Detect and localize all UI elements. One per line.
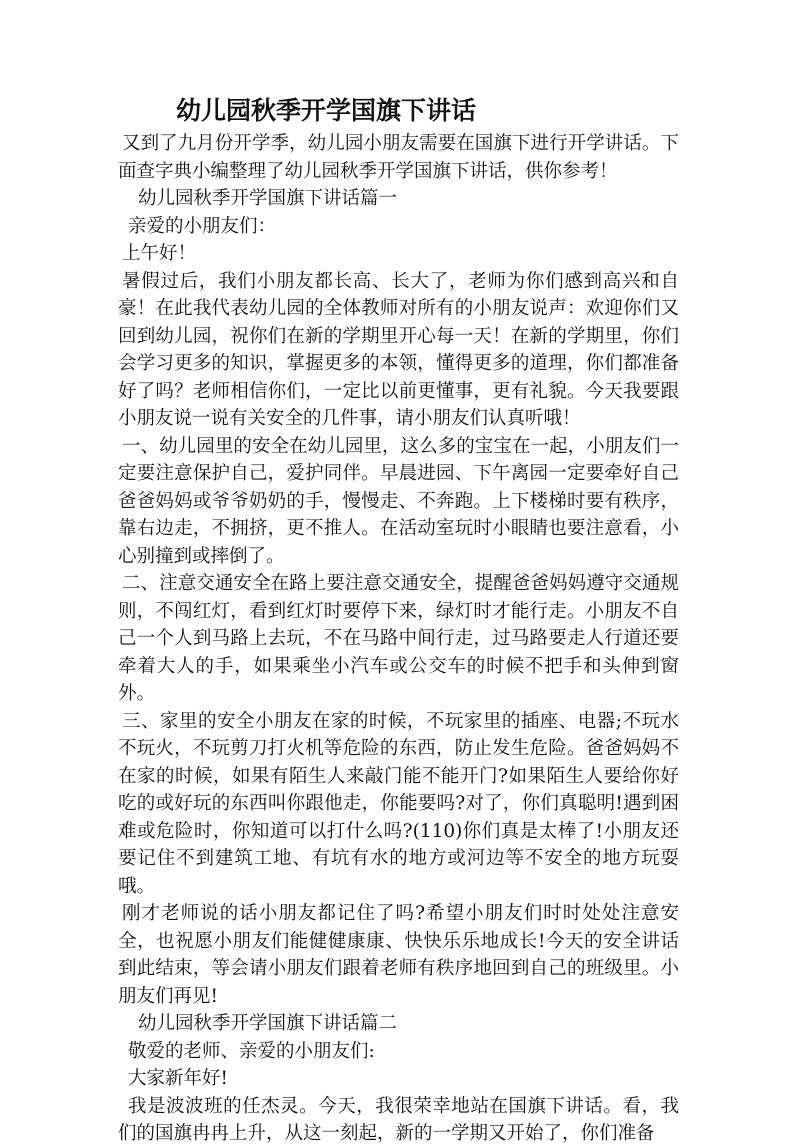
section-heading-2: 幼儿园秋季开学国旗下讲话篇二 [138, 1013, 398, 1034]
salutation-1: 亲爱的小朋友们： [128, 215, 277, 237]
section-heading-1: 幼儿园秋季开学国旗下讲话篇一 [138, 188, 398, 209]
greeting-2: 大家新年好! [128, 1068, 228, 1089]
document-body [118, 130, 679, 1148]
document-title: 幼儿园秋季开学国旗下讲话 [176, 96, 477, 125]
salutation-2: 敬爱的老师、亲爱的小朋友们: [128, 1040, 375, 1062]
paragraph-kindergarten-safety: 一、幼儿园里的安全在幼儿园里，这么多的宝宝在一起，小朋友们一定要注意保护自己，爱护同伴。早晨进园、下午离园一定要牵好自己爸爸妈妈或爷爷奶奶的手，慢慢走、不奔跑。上下楼梯时要有秩序，靠右边走，不拥挤，更不推人。在活动室玩时小眼睛也要注意看，小心别撞到或摔倒了。 [118, 435, 679, 567]
greeting-1: 上午好！ [122, 243, 197, 264]
paragraph-intro: 又到了九月份开学季，幼儿园小朋友需要在国旗下进行开学讲话。下面查字典小编整理了幼儿园秋季开学国旗下讲话，供你参考！ [118, 133, 679, 182]
paragraph-home-safety: 三、家里的安全小朋友在家的时候，不玩家里的插座、电器;不玩水不玩火，不玩剪刀打火机等危险的东西，防止发生危险。爸爸妈妈不在家的时候，如果有陌生人来敲门能不能开门?如果陌生人要给你好吃的或好玩的东西叫你跟他走，你能要吗?对了，你们真聪明!遇到困难或危险时，你知道可以打什么吗?(110)你们真是太棒了!小朋友还要记住不到建筑工地、有坑有水的地方或河边等不安全的地方玩耍哦。 [118, 710, 679, 897]
paragraph-closing: 刚才老师说的话小朋友都记住了吗?希望小朋友们时时处处注意安全，也祝愿小朋友们能健健康康、快快乐乐地成长!今天的安全讲话到此结束，等会请小朋友们跟着老师有秩序地回到自己的班级里。小朋友们再见! [118, 903, 679, 1007]
paragraph-speech-2: 我是波波班的任杰灵。今天，我很荣幸地站在国旗下讲话。看，我们的国旗冉冉上升，从这一刻起，新的一学期又开始了，你们准备 [118, 1095, 679, 1144]
paragraph-traffic-safety: 二、注意交通安全在路上要注意交通安全，提醒爸爸妈妈遵守交通规则，不闯红灯，看到红灯时要停下来，绿灯时才能行走。小朋友不自己一个人到马路上去玩，不在马路中间行走，过马路要走人行道还要牵着大人的手，如果乘坐小汽车或公交车的时候不把手和头伸到窗外。 [118, 573, 679, 704]
paragraph-summer: 暑假过后，我们小朋友都长高、长大了，老师为你们感到高兴和自豪！在此我代表幼儿园的全体教师对所有的小朋友说声：欢迎你们又回到幼儿园，祝你们在新的学期里开心每一天！在新的学期里，你们会学习更多的知识，掌握更多的本领，懂得更多的道理，你们都准备好了吗？老师相信你们，一定比以前更懂事，更有礼貌。今天我要跟小朋友说一说有关安全的几件事，请小朋友们认真听哦！ [118, 270, 679, 429]
